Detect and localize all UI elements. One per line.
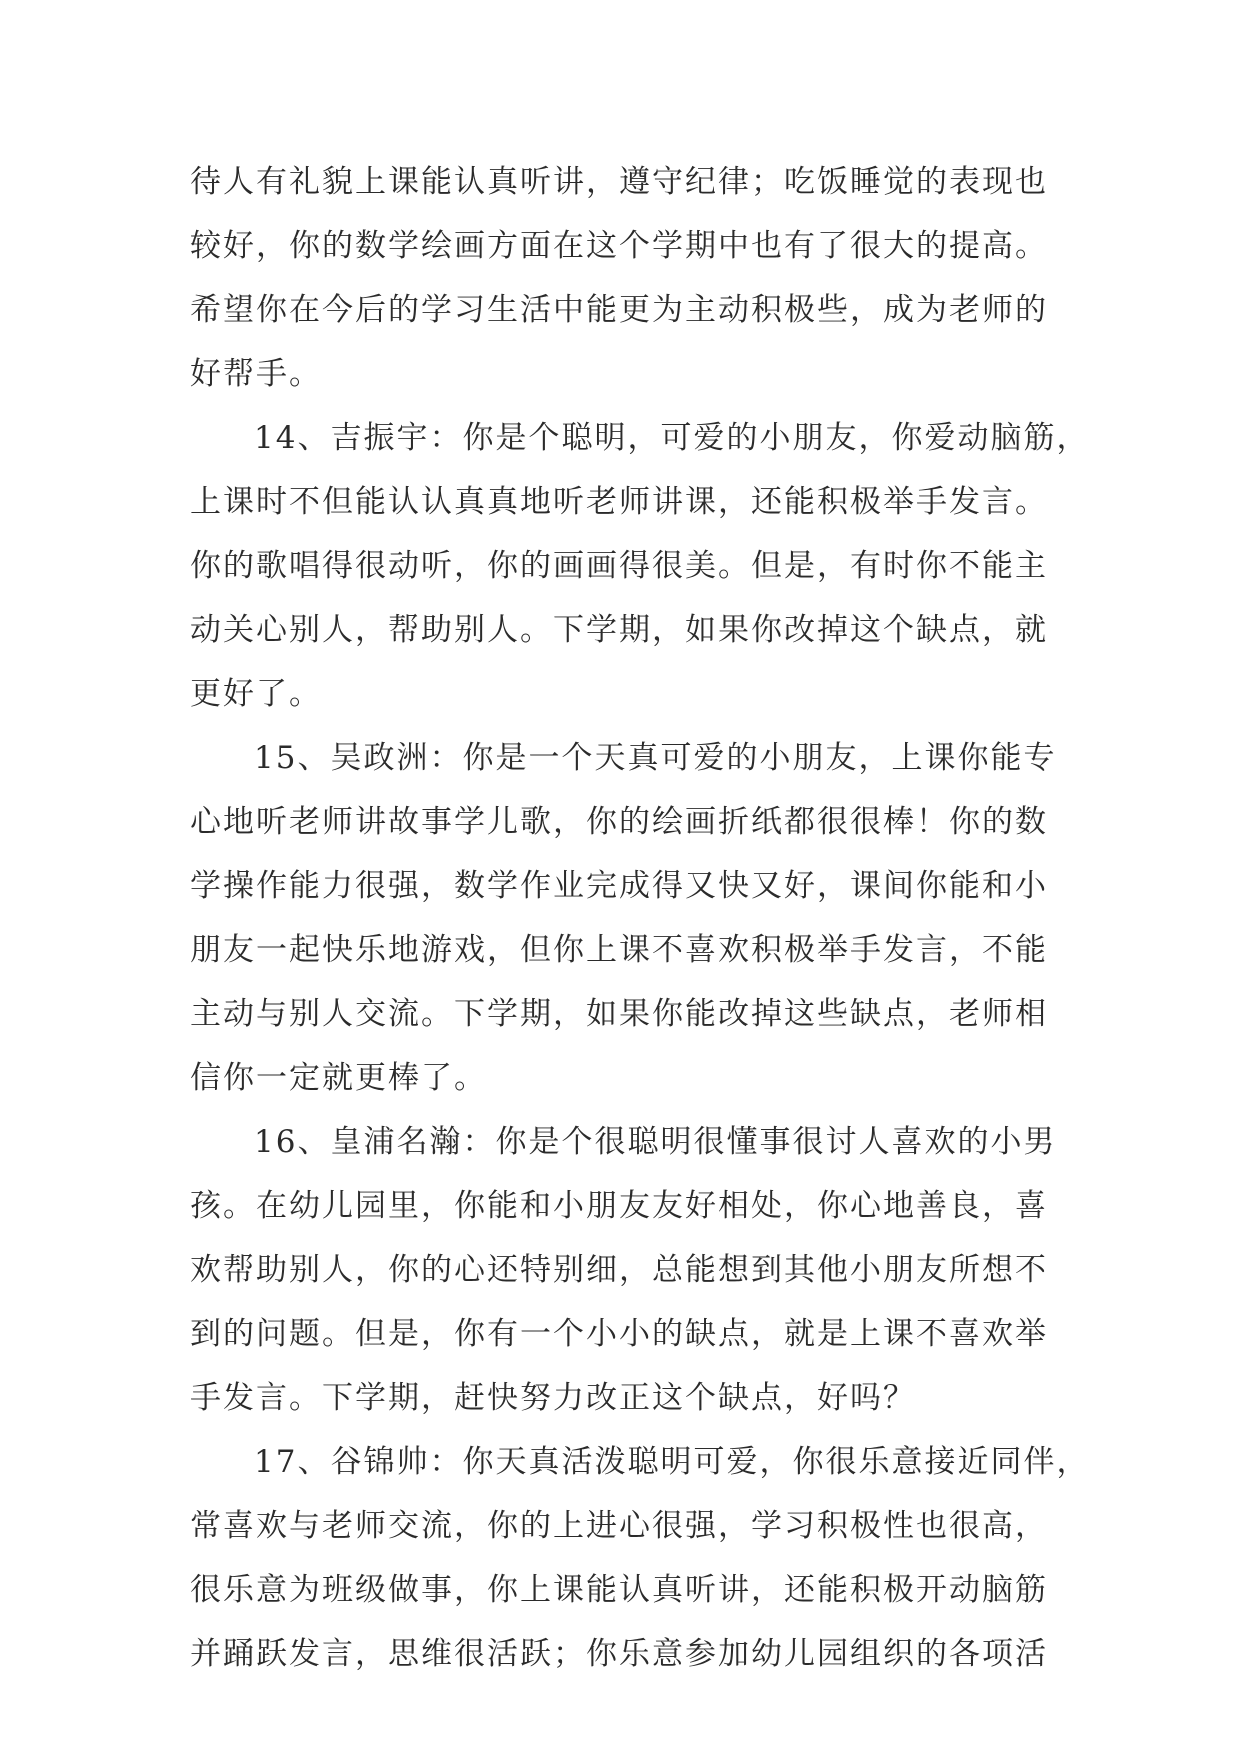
text-line: 更好了。 xyxy=(190,676,322,712)
text-line: 朋友一起快乐地游戏，但你上课不喜欢积极举手发言，不能 xyxy=(190,932,1048,968)
paragraph-comment-15 xyxy=(190,726,1057,1110)
text-line: 15、吴政洲：你是一个天真可爱的小朋友，上课你能专 xyxy=(254,740,1057,776)
text-line: 很乐意为班级做事，你上课能认真听讲，还能积极开动脑筋 xyxy=(190,1572,1048,1608)
paragraph-comment-14 xyxy=(190,406,1090,726)
text-line: 你的歌唱得很动听，你的画画得很美。但是，有时你不能主 xyxy=(190,548,1048,584)
paragraph-comment-17 xyxy=(190,1430,1090,1686)
text-line: 欢帮助别人，你的心还特别细，总能想到其他小朋友所想不 xyxy=(190,1252,1048,1288)
text-line: 14、吉振宇：你是个聪明，可爱的小朋友，你爱动脑筋， xyxy=(254,420,1090,456)
text-line: 并踊跃发言，思维很活跃；你乐意参加幼儿园组织的各项活 xyxy=(190,1636,1048,1672)
text-line: 17、谷锦帅：你天真活泼聪明可爱，你很乐意接近同伴， xyxy=(254,1444,1090,1480)
text-line: 孩。在幼儿园里，你能和小朋友友好相处，你心地善良，喜 xyxy=(190,1188,1048,1224)
text-line: 动关心别人，帮助别人。下学期，如果你改掉这个缺点，就 xyxy=(190,612,1048,648)
text-line: 希望你在今后的学习生活中能更为主动积极些，成为老师的 xyxy=(190,292,1048,328)
text-line: 心地听老师讲故事学儿歌，你的绘画折纸都很很棒！你的数 xyxy=(190,804,1048,840)
text-line: 学操作能力很强，数学作业完成得又快又好，课间你能和小 xyxy=(190,868,1048,904)
paragraph-continuation xyxy=(190,150,1050,406)
text-line: 16、皇浦名瀚：你是个很聪明很懂事很讨人喜欢的小男 xyxy=(254,1124,1057,1160)
text-line: 好帮手。 xyxy=(190,356,322,392)
text-line: 主动与别人交流。下学期，如果你能改掉这些缺点，老师相 xyxy=(190,996,1048,1032)
paragraph-comment-16 xyxy=(190,1110,1057,1430)
text-line: 到的问题。但是，你有一个小小的缺点，就是上课不喜欢举 xyxy=(190,1316,1048,1352)
text-line: 手发言。下学期，赶快努力改正这个缺点，好吗？ xyxy=(190,1380,916,1416)
text-line: 信你一定就更棒了。 xyxy=(190,1060,487,1096)
text-line: 待人有礼貌上课能认真听讲，遵守纪律；吃饭睡觉的表现也 xyxy=(190,164,1048,200)
text-line: 上课时不但能认认真真地听老师讲课，还能积极举手发言。 xyxy=(190,484,1048,520)
text-line: 较好，你的数学绘画方面在这个学期中也有了很大的提高。 xyxy=(190,228,1048,264)
document-body xyxy=(190,150,1090,1686)
text-line: 常喜欢与老师交流，你的上进心很强，学习积极性也很高， xyxy=(190,1508,1048,1544)
